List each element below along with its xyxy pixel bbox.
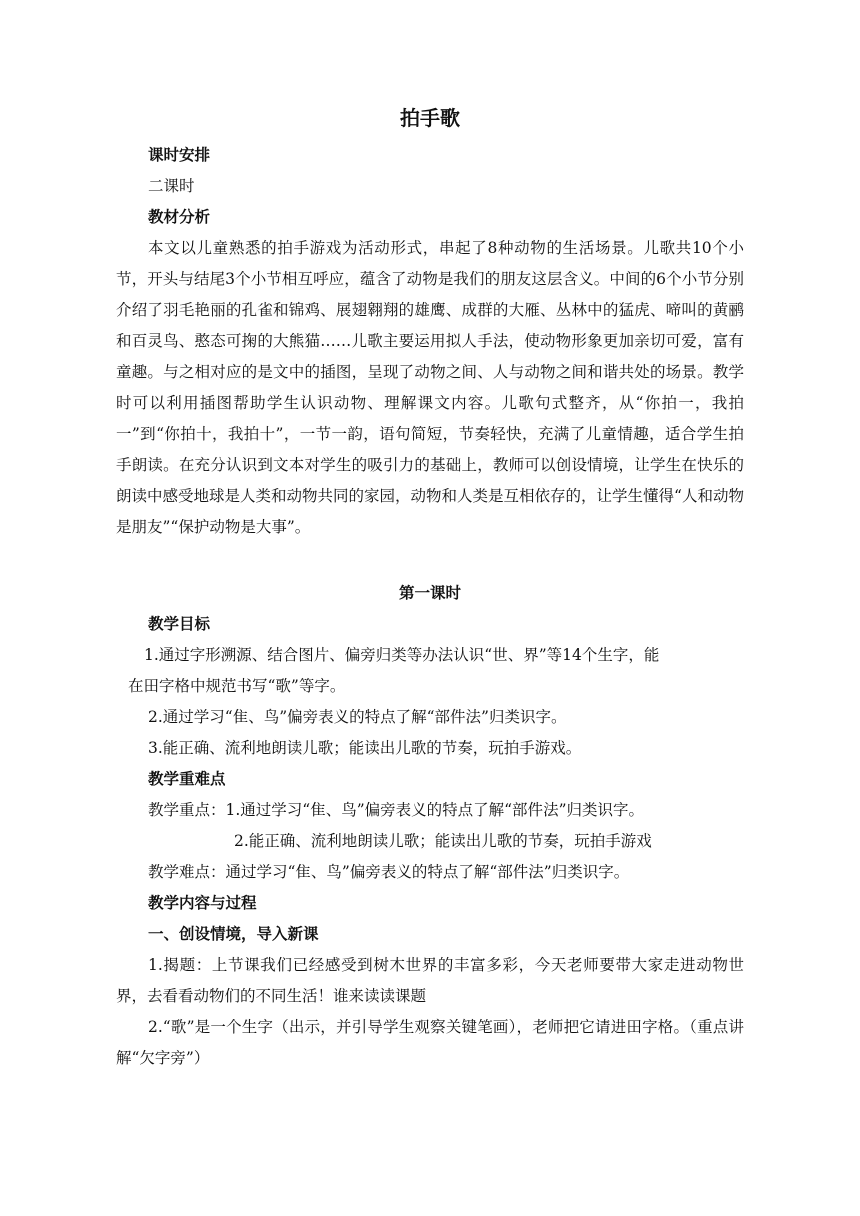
document-content bbox=[116, 98, 744, 1074]
step-1-item-1: 1.揭题：上节课我们已经感受到树木世界的丰富多彩，今天老师要带大家走进动物世界，去看看动物们的不同生活！谁来读读课题 bbox=[116, 956, 744, 1005]
step-1-heading: 一、创设情境，导入新课 bbox=[148, 925, 319, 943]
lesson1-title: 第一课时 bbox=[398, 584, 461, 602]
goal-2: 2.通过学习“隹、鸟”偏旁表义的特点了解“部件法”归类识字。 bbox=[148, 708, 567, 726]
analysis-heading: 教材分析 bbox=[148, 208, 211, 226]
process-heading: 教学内容与过程 bbox=[148, 894, 257, 912]
goal-3: 3.能正确、流利地朗读儿歌；能读出儿歌的节奏，玩拍手游戏。 bbox=[148, 739, 582, 757]
step-1-item-2: 2.“歌”是一个生字（出示，并引导学生观察关键笔画），老师把它请进田字格。（重点讲解“欠字旁”） bbox=[116, 1018, 744, 1067]
goal-1-line-2: 在田字格中规范书写“歌”等字。 bbox=[128, 677, 346, 695]
key-point-2: 2.能正确、流利地朗读儿歌；能读出儿歌的节奏，玩拍手游戏 bbox=[234, 832, 652, 850]
goals-heading: 教学目标 bbox=[148, 615, 211, 633]
key-points-heading: 教学重难点 bbox=[148, 770, 226, 788]
schedule-text: 二课时 bbox=[148, 177, 195, 195]
schedule-heading: 课时安排 bbox=[148, 146, 211, 164]
document-title: 拍手歌 bbox=[400, 106, 460, 130]
analysis-paragraph: 本文以儿童熟悉的拍手游戏为活动形式，串起了8种动物的生活场景。儿歌共10个小节，开头与结尾3个小节相互呼应，蕴含了动物是我们的朋友这层含义。中间的6个小节分别介绍了羽毛艳丽的孔雀和锦鸡、展翅翱翔的雄鹰、成群的大雁、丛林中的猛虎、啼叫的黄鹂和百灵鸟、憨态可掬的大熊猫……儿歌主要运用拟人手法，使动物形象更加亲切可爱，富有童趣。与之相对应的是文中的插图，呈现了动物之间、人与动物之间和谐共处的场景。教学时可以利用插图帮助学生认识动物、理解课文内容。儿歌句式整齐，从“你拍一，我拍一”到“你拍十，我拍十”，一节一韵，语句简短，节奏轻快，充满了儿童情趣，适合学生拍手朗读。在充分认识到文本对学生的吸引力的基础上，教师可以创设情境，让学生在快乐的朗读中感受地球是人类和动物共同的家园，动物和人类是互相依存的，让学生懂得“人和动物是朋友”“保护动物是大事”。 bbox=[116, 239, 744, 536]
key-point-1: 教学重点：1.通过学习“隹、鸟”偏旁表义的特点了解“部件法”归类识字。 bbox=[148, 801, 644, 819]
difficulty-point: 教学难点：通过学习“隹、鸟”偏旁表义的特点了解“部件法”归类识字。 bbox=[148, 863, 630, 881]
goal-1-line-1: 1.通过字形溯源、结合图片、偏旁归类等办法认识“世、界”等14个生字，能 bbox=[144, 646, 660, 664]
